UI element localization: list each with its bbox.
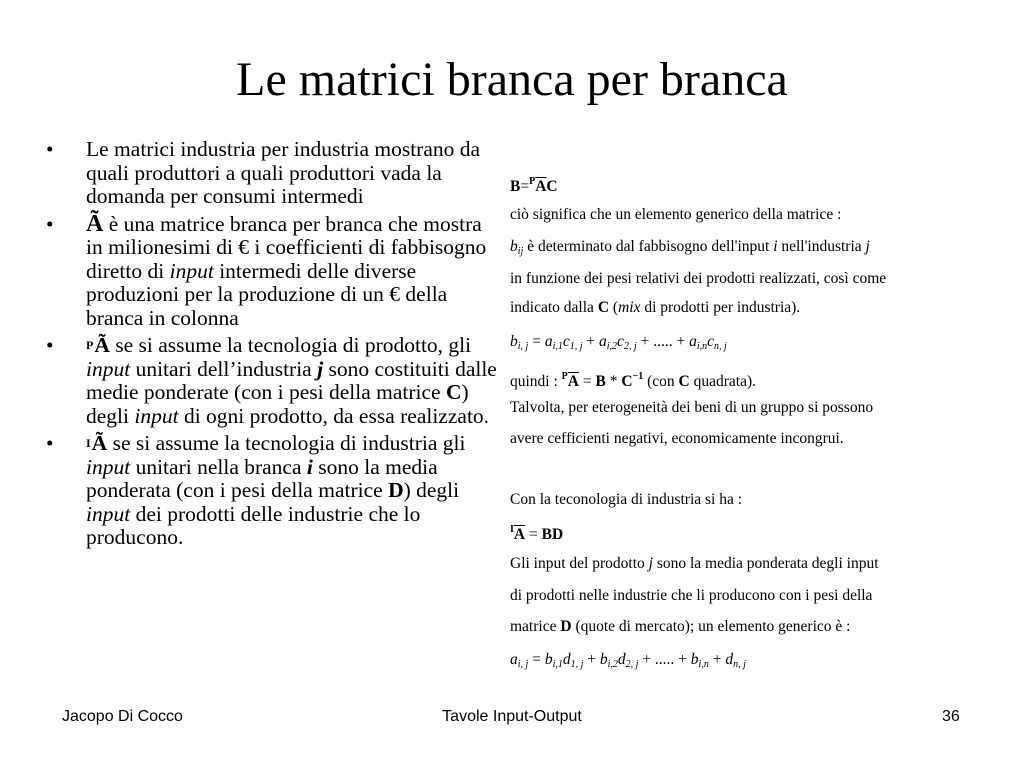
eq-b: B [510,178,521,195]
eq-text: quindi : [510,373,562,390]
bullet-text: è una matrice branca per branca che mostra in milionesimi di € i coefficienti di fabbisogno diretto di [86,211,487,283]
equation-input-line [510,554,1010,574]
eq-bd: BD [541,526,564,543]
bullet-text: ) degli [86,380,469,428]
eq-text: matrice [510,618,561,635]
eq-c: C [546,178,558,195]
eq-text: Gli input del prodotto [510,555,649,572]
bullet-text: dei prodotti delle industrie che lo producono. [86,501,421,549]
eq-italic: j [648,555,653,572]
bullet-text: ) degli [403,478,460,502]
eq-exponent: −1 [632,371,644,382]
eq-italic: j [865,238,870,255]
equation-c-line [510,298,1010,318]
equation-bij-line [510,237,1010,262]
eq-a: $\overline{A}$ [513,526,526,543]
eq-bold: D [560,618,572,635]
bullet-text: sono costituiti dalle medie ponderate (con i pesi della matrice [86,356,497,404]
bullet-italic: input [134,403,179,428]
bullet-item [46,432,498,550]
bullet-italic: input [169,258,214,283]
equation-text: Talvolta, per eterogeneità dei beni di un gruppo si possono [510,399,874,416]
eq-sign: = [525,526,542,543]
bullet-text: di ogni prodotto, da essa realizzato. [178,403,490,428]
footer-author: Jacopo Di Cocco [62,708,183,725]
bullet-text: se si assume la tecnologia di industria gli [107,431,466,455]
equation-aij-formula: $a_{i, j} = b_{i,1}d_{1, j} + b_{i,2}d_{2, j}$ + ..... + $b_{i,n} + d_{n, j}$ [510,651,746,670]
eq-c: C [678,373,690,390]
eq-star: * [605,373,622,390]
eq-text: quadrata). [689,373,757,390]
bullet-bold-italic: j [317,356,324,381]
bullet-text: sono la media ponderata (con i pesi della matrice [86,454,438,502]
eq-c: C [621,373,633,390]
eq-italic: mix [618,299,641,316]
eq-sign: = [520,178,530,195]
eq-italic: i [773,238,778,255]
equation-text: in funzione dei pesi relativi dei prodotti realizzati, così come [510,270,887,287]
eq-b: B [595,373,606,390]
eq-text: ( [609,299,619,316]
matrix-prefix: I [86,436,91,450]
equation-text: Con la teconologia di industria si ha : [510,491,743,508]
eq-sign: = [578,373,596,390]
eq-text: di prodotti per industria). [640,299,801,316]
bullet-text: unitari nella branca [130,454,307,479]
bullet-italic: input [86,356,131,381]
eq-prefix: P [529,176,536,187]
bullet-bold-italic: i [306,454,313,479]
bullet-item [46,210,498,331]
footer-title: Tavole Input-Output [442,708,582,725]
eq-text: nell'industria [777,238,866,255]
equation-text: di prodotti nelle industrie che li producono con i pesi della [510,587,873,604]
eq-prefix: P [561,371,568,382]
bullet-text: Le matrici industria per industria mostrano da quali produttori a quali produttori vada la domanda per consumi intermedi [86,137,481,208]
bullet-text: intermedi delle diverse produzioni per la produzione di un € della branca in colonna [86,258,448,330]
equation-text: avere cefficienti negativi, economicamente incongrui. [510,430,844,447]
page-number: 36 [942,708,960,725]
matrix-a-tilde-symbol: Ã [86,210,104,237]
equation-ia-bd [510,520,1010,545]
eq-text: è determinato dal fabbisogno dell'input [523,238,774,255]
bullet-item [46,334,498,428]
eq-text: (con [643,373,679,390]
bullet-item [46,138,498,209]
bullet-list [46,138,498,554]
eq-text: (quote di mercato); un elemento generico è : [571,618,851,635]
equation-d-line [510,617,1010,637]
eq-prefix: I [510,524,514,535]
bullet-italic: input [86,454,131,479]
matrix-a-tilde-symbol: Ã [91,431,108,455]
eq-bold: C [597,299,610,316]
bullet-bold: C [445,380,462,404]
eq-text: sono la media ponderata degli input [652,555,879,572]
bullet-italic: input [86,501,131,526]
equation-pa-bc [510,367,1010,392]
equation-text: ciò significa che un elemento generico della matrice : [510,206,842,223]
eq-a: $\overline{A}$ [567,373,579,390]
slide-title: Le matrici branca per branca [236,53,788,106]
equation-bij-formula: $b_{i, j} = a_{i,1}c_{1, j} + a_{i,2}c_{2, j}$ + ..... + $a_{i,n}c_{n, j}$ [510,333,727,352]
eq-a: $\overline{A}$ [535,178,547,195]
matrix-a-tilde-symbol: Ã [94,333,110,357]
eq-var: b [510,238,518,255]
equation-b-pac [510,172,1010,197]
bullet-bold: D [388,478,404,502]
eq-text: indicato dalla [510,299,598,316]
bullet-text: se si assume la tecnologia di prodotto, gli [109,333,472,357]
bullet-text: unitari dell’industria [130,356,318,381]
matrix-prefix: P [86,338,94,352]
eq-sub: ij [517,246,524,257]
